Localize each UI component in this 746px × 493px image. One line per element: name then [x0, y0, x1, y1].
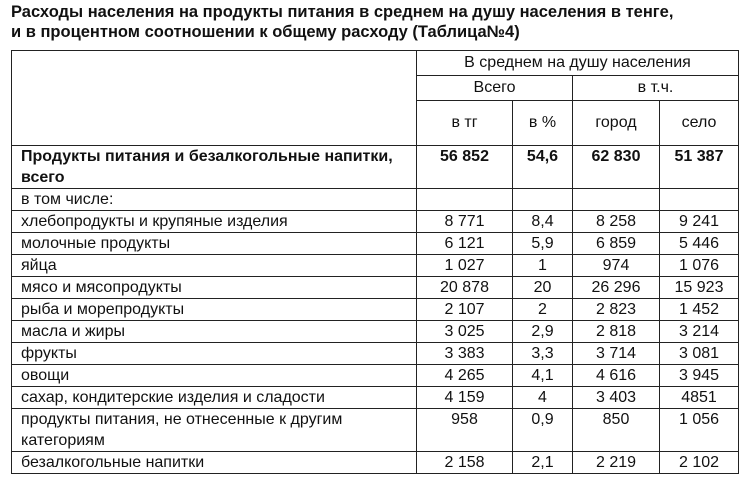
- summary-city: 62 830: [573, 146, 660, 189]
- cell-village: 1 452: [660, 299, 739, 321]
- summary-pct: 54,6: [513, 146, 573, 189]
- summary-village: 51 387: [660, 146, 739, 189]
- header-row-1: [12, 51, 739, 76]
- table-row: [12, 299, 739, 321]
- cell-village: 2 102: [660, 452, 739, 474]
- header-village: село: [660, 101, 739, 146]
- cell-city: 2 823: [573, 299, 660, 321]
- cell-village: 3 081: [660, 343, 739, 365]
- table-row: [12, 255, 739, 277]
- summary-label: Продукты питания и безалкогольные напитки, всего: [12, 146, 417, 189]
- cell-village: 1 056: [660, 409, 739, 452]
- header-city: город: [573, 101, 660, 146]
- cell-village: 15 923: [660, 277, 739, 299]
- table-row: [12, 452, 739, 474]
- header-group: В среднем на душу населения: [417, 51, 739, 76]
- title-line-2: и в процентном соотношении к общему расходу (Таблица№4): [11, 23, 520, 41]
- cell-city: 26 296: [573, 277, 660, 299]
- cell-label: овощи: [12, 365, 417, 387]
- cell-label: мясо и мясопродукты: [12, 277, 417, 299]
- table-row: [12, 321, 739, 343]
- header-label-cell: [12, 51, 417, 146]
- cell-tg: 6 121: [417, 233, 513, 255]
- cell-label: фрукты: [12, 343, 417, 365]
- cell-label: масла и жиры: [12, 321, 417, 343]
- cell-village: 1 076: [660, 255, 739, 277]
- table-title: [11, 2, 741, 42]
- cell-pct: 2: [513, 299, 573, 321]
- cell-tg: 2 158: [417, 452, 513, 474]
- header-including: в т.ч.: [573, 76, 739, 101]
- cell-city: 2 818: [573, 321, 660, 343]
- cell-pct: 3,3: [513, 343, 573, 365]
- cell-tg: 4 159: [417, 387, 513, 409]
- cell-city: 850: [573, 409, 660, 452]
- cell-pct: 8,4: [513, 211, 573, 233]
- cell-city: 4 616: [573, 365, 660, 387]
- cell-tg: 8 771: [417, 211, 513, 233]
- cell-label: сахар, кондитерские изделия и сладости: [12, 387, 417, 409]
- expenses-table: [11, 50, 739, 474]
- subheader-row: [12, 189, 739, 211]
- cell-tg: 958: [417, 409, 513, 452]
- table-row: [12, 409, 739, 452]
- title-line-1: Расходы населения на продукты питания в среднем на душу населения в тенге,: [11, 3, 674, 21]
- header-pct: в %: [513, 101, 573, 146]
- cell-pct: 4: [513, 387, 573, 409]
- cell-pct: 2,1: [513, 452, 573, 474]
- cell-city: 8 258: [573, 211, 660, 233]
- cell-label: рыба и морепродукты: [12, 299, 417, 321]
- cell-city: 3 403: [573, 387, 660, 409]
- table-row: [12, 343, 739, 365]
- subheader-label: в том числе:: [12, 189, 417, 211]
- cell-city: 974: [573, 255, 660, 277]
- cell-tg: 2 107: [417, 299, 513, 321]
- table-row: [12, 365, 739, 387]
- cell-pct: 5,9: [513, 233, 573, 255]
- cell-city: 3 714: [573, 343, 660, 365]
- cell-village: 3 214: [660, 321, 739, 343]
- table-row: [12, 387, 739, 409]
- header-total: Всего: [417, 76, 573, 101]
- summary-tg: 56 852: [417, 146, 513, 189]
- cell-pct: 4,1: [513, 365, 573, 387]
- cell-city: 6 859: [573, 233, 660, 255]
- cell-city: 2 219: [573, 452, 660, 474]
- table-row: [12, 211, 739, 233]
- cell-pct: 2,9: [513, 321, 573, 343]
- cell-pct: 20: [513, 277, 573, 299]
- cell-tg: 4 265: [417, 365, 513, 387]
- cell-tg: 3 383: [417, 343, 513, 365]
- cell-tg: 3 025: [417, 321, 513, 343]
- cell-pct: 0,9: [513, 409, 573, 452]
- cell-label: хлебопродукты и крупяные изделия: [12, 211, 417, 233]
- summary-row: [12, 146, 739, 189]
- cell-label: безалкогольные напитки: [12, 452, 417, 474]
- cell-label: продукты питания, не отнесенные к другим категориям: [12, 409, 417, 452]
- cell-village: 5 446: [660, 233, 739, 255]
- cell-village: 9 241: [660, 211, 739, 233]
- cell-tg: 1 027: [417, 255, 513, 277]
- cell-village: 3 945: [660, 365, 739, 387]
- cell-pct: 1: [513, 255, 573, 277]
- table-row: [12, 233, 739, 255]
- table-row: [12, 277, 739, 299]
- cell-label: яйца: [12, 255, 417, 277]
- cell-label: молочные продукты: [12, 233, 417, 255]
- header-tg: в тг: [417, 101, 513, 146]
- cell-tg: 20 878: [417, 277, 513, 299]
- cell-village: 4851: [660, 387, 739, 409]
